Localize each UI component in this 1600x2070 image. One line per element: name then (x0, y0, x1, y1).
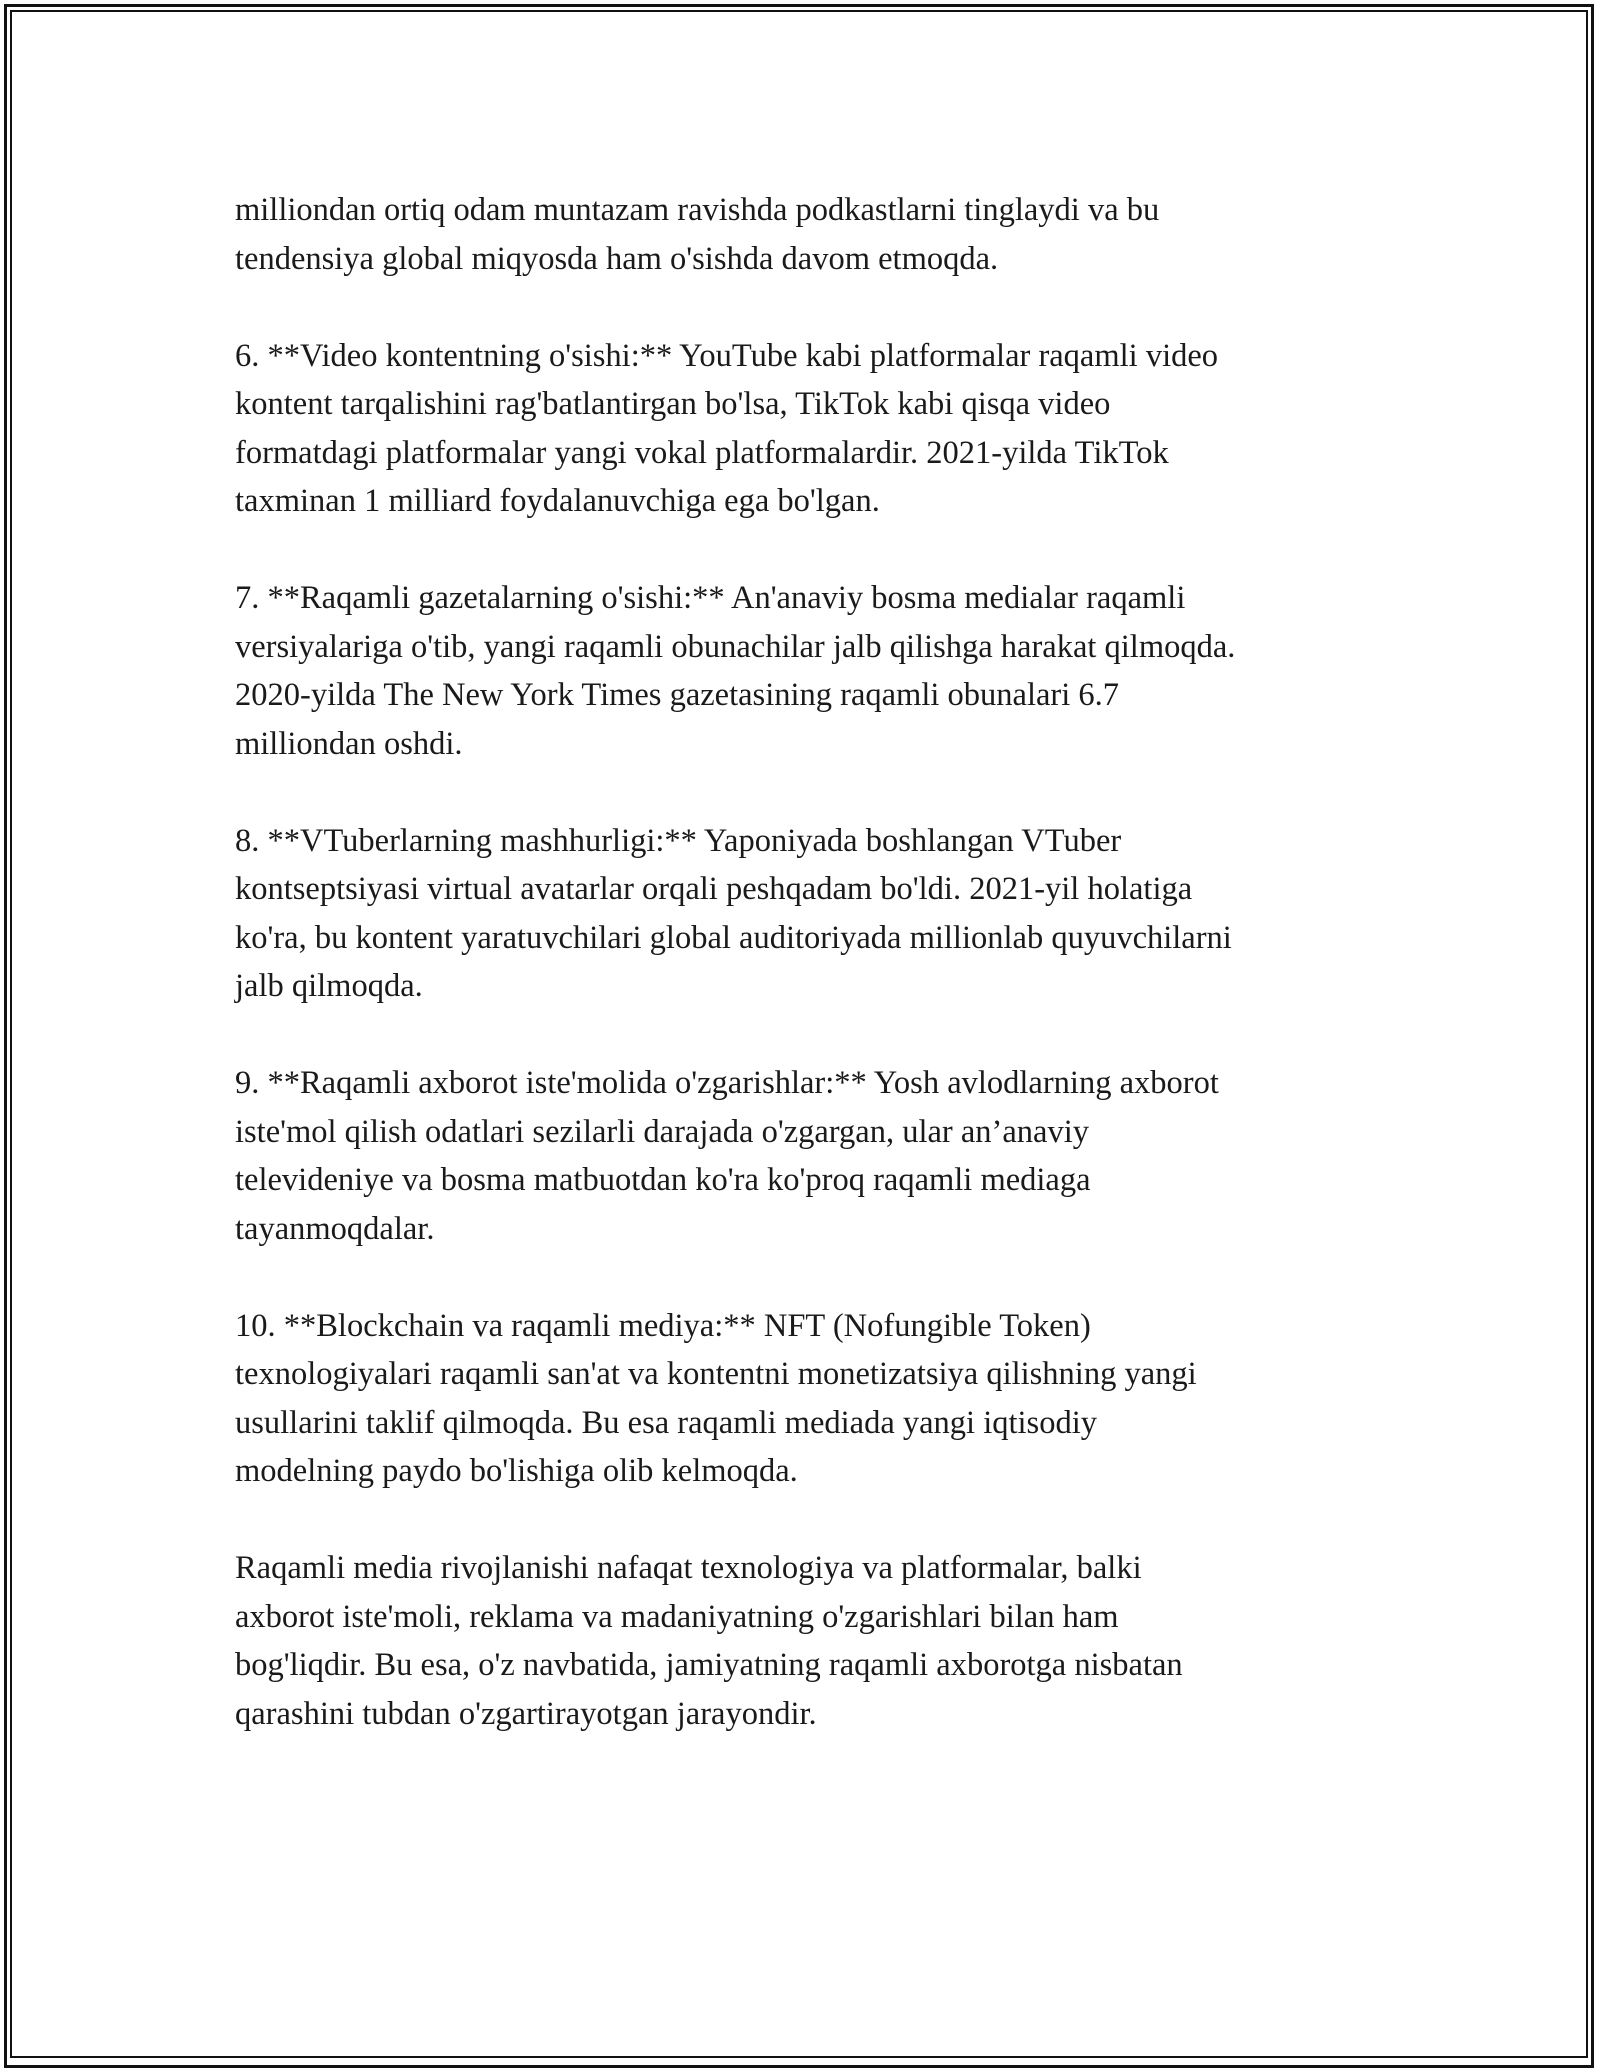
paragraph-vtubers: 8. **VTuberlarning mashhurligi:** Yaponiyada boshlangan VTuber kontseptsiyasi virtual avatarlar orqali peshqadam bo'ldi. 2021-yil holatiga ko'ra, bu kontent yaratuvchilari global auditoriyada millionlab quyuvchilarni jalb qilmoqda. (235, 822, 1232, 1004)
paragraph-digital-newspapers: 7. **Raqamli gazetalarning o'sishi:** An'anaviy bosma medialar raqamli versiyalariga o'tib, yangi raqamli obunachilar jalb qilishga harakat qilmoqda. 2020-yilda The New York Times gazetasining raqamli obunalari 6.7 milliondan oshdi. (235, 580, 1236, 762)
paragraph-blockchain: 10. **Blockchain va raqamli mediya:** NFT (Nofungible Token) texnologiyalari raqamli san'at va kontentni monetizatsiya qilishning yangi usullarini taklif qilmoqda. Bu esa raqamli mediada yangi iqtisodiy modelning paydo bo'lishiga olib kelmoqda. (235, 1307, 1197, 1489)
paragraph-podcast-continuation: milliondan ortiq odam muntazam ravishda podkastlarni tinglaydi va bu tendensiya global miqyosda ham o'sishda davom etmoqda. (235, 192, 1160, 277)
paragraph-information-consumption: 9. **Raqamli axborot iste'molida o'zgarishlar:** Yosh avlodlarning axborot iste'mol qilish odatlari sezilarli darajada o'zgargan, ular an’anaviy televideniye va bosma matbuotdan ko'ra ko'proq raqamli mediaga tayanmoqdalar. (235, 1065, 1219, 1247)
paragraph-video-content: 6. **Video kontentning o'sishi:** YouTube kabi platformalar raqamli video kontent tarqalishini rag'batlantirgan bo'lsa, TikTok kabi qisqa video formatdagi platformalar yangi vokal platformalardir. 2021-yilda TikTok taxminan 1 milliard foydalanuvchiga ega bo'lgan. (235, 337, 1219, 519)
paragraph-conclusion: Raqamli media rivojlanishi nafaqat texnologiya va platformalar, balki axborot iste'moli, reklama va madaniyatning o'zgarishlari bilan ham bog'liqdir. Bu esa, o'z navbatida, jamiyatning raqamli axborotga nisbatan qarashini tubdan o'zgartirayotgan jarayondir. (235, 1550, 1183, 1732)
document-body (235, 186, 1375, 1787)
